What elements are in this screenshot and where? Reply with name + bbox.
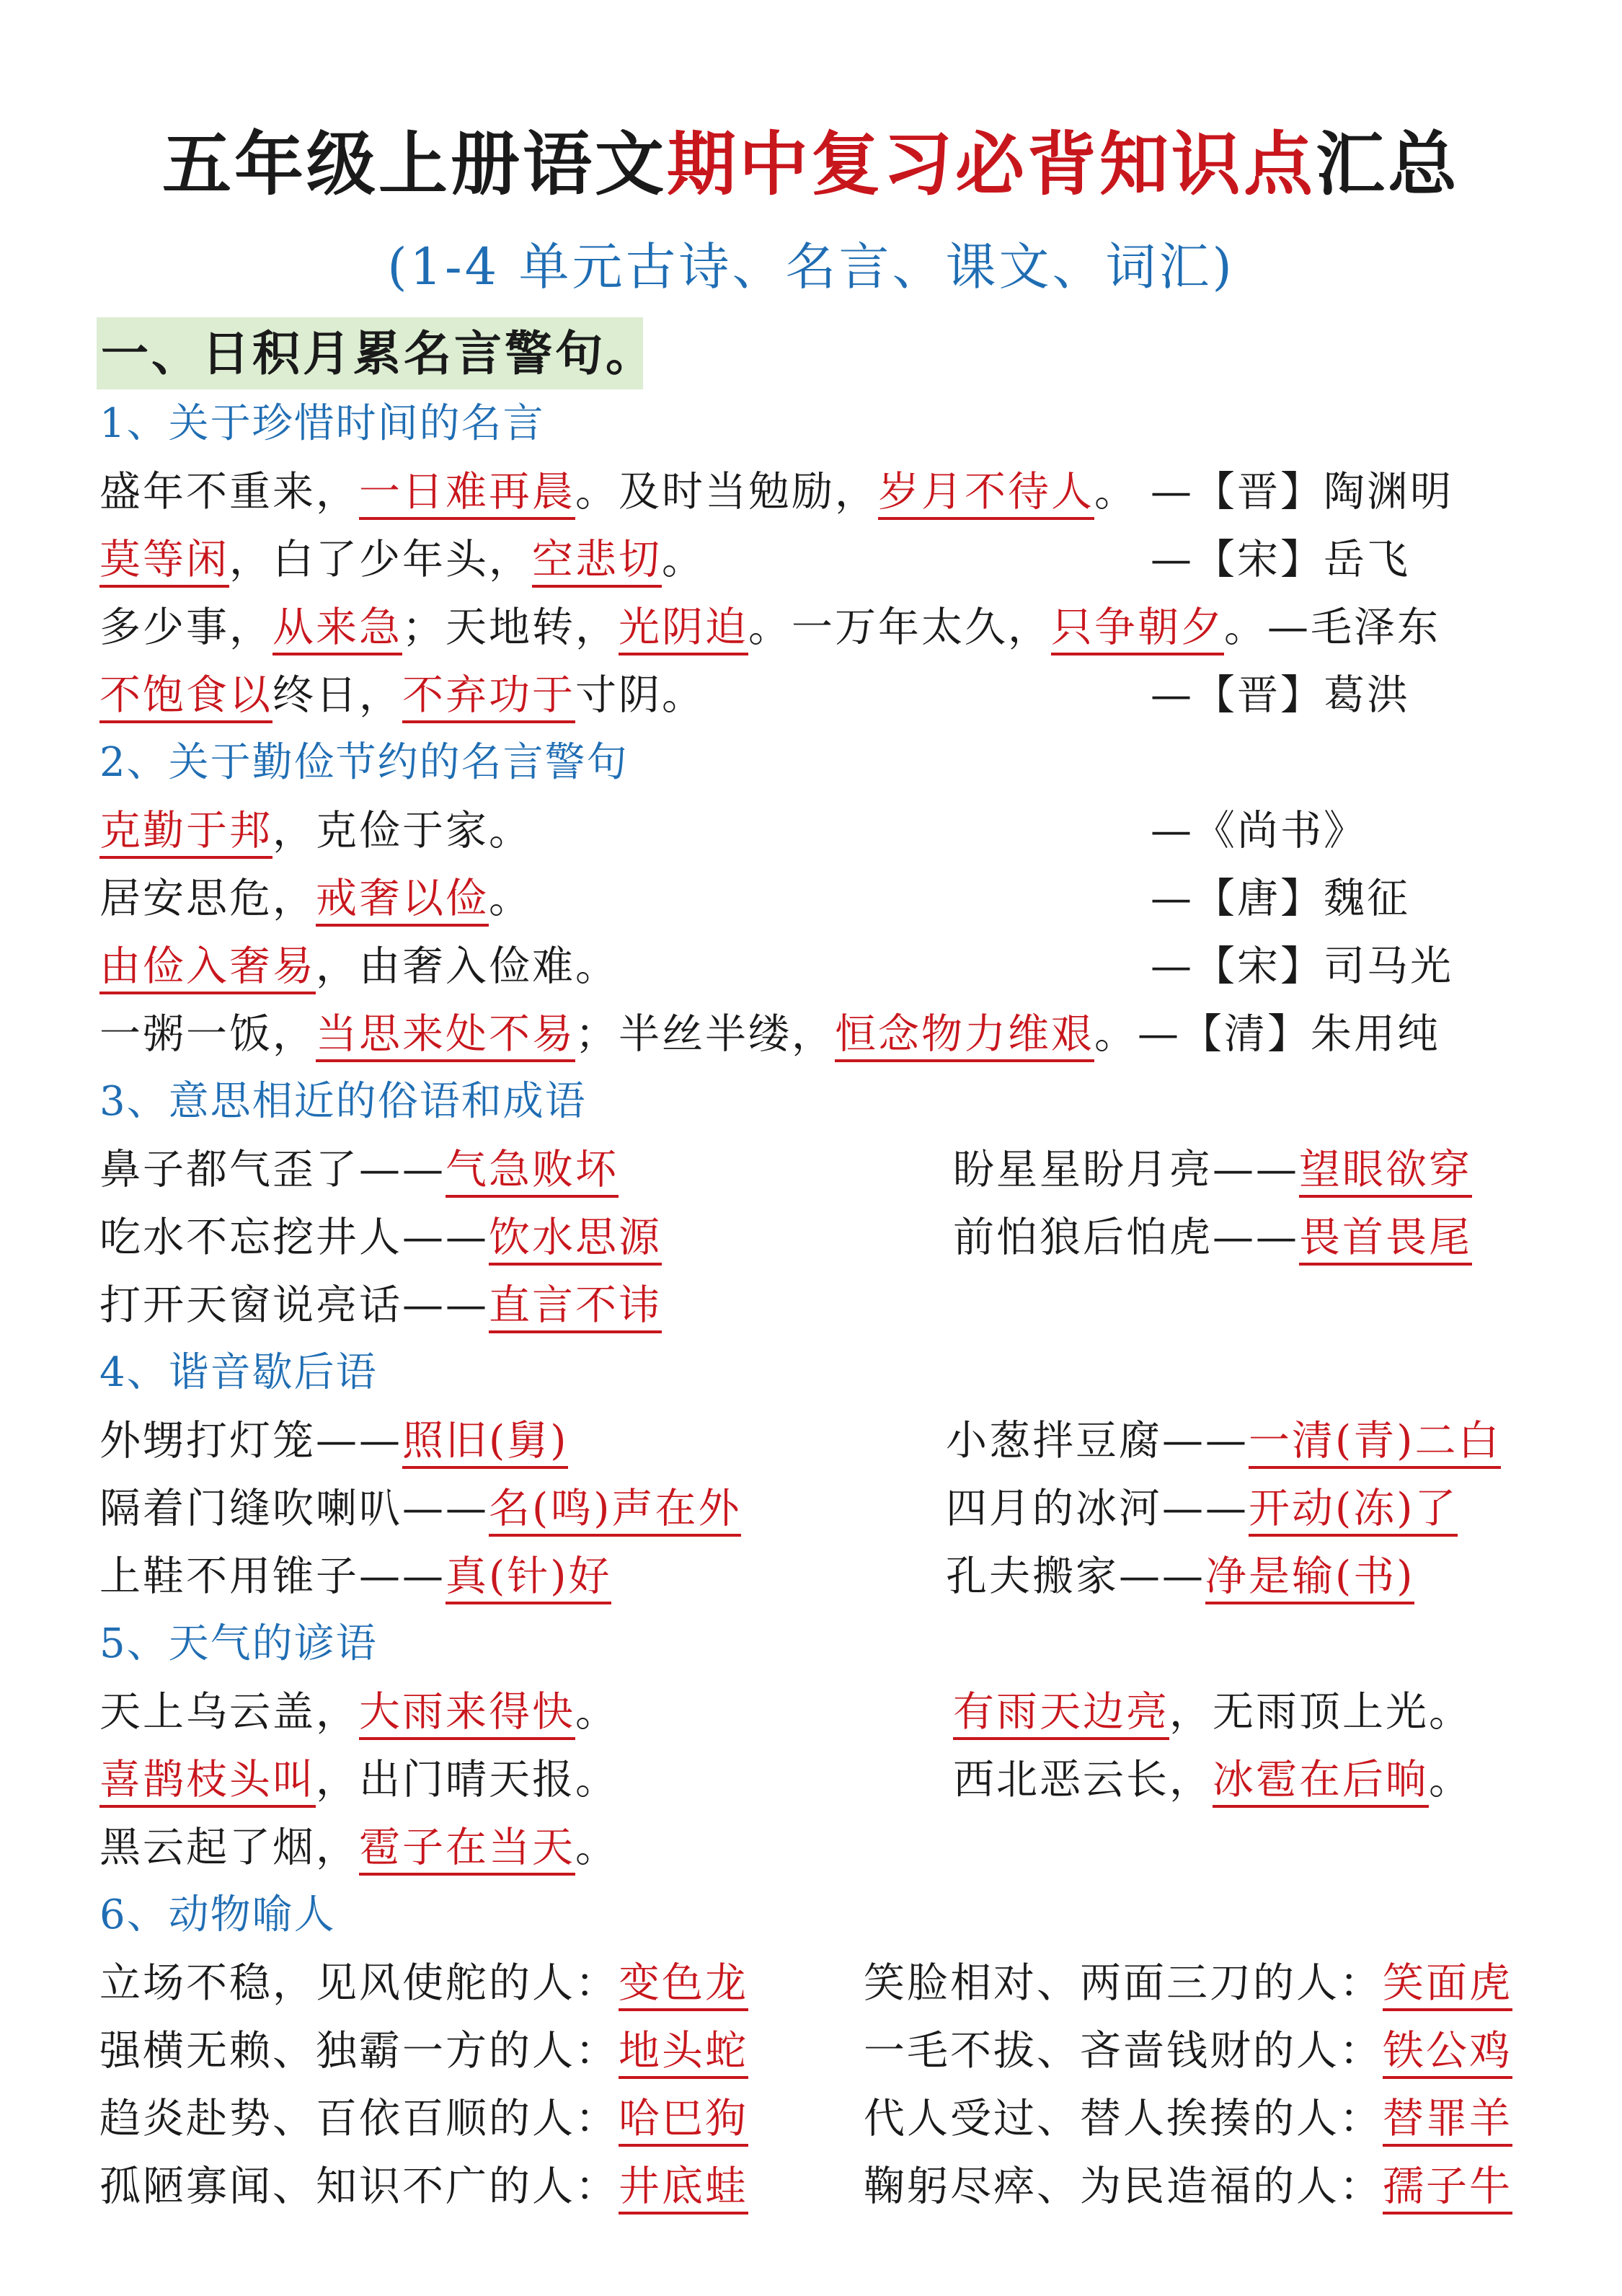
quote-line xyxy=(99,666,705,724)
animal-item xyxy=(864,2022,1512,2080)
quote-highlight: 不弃功于 xyxy=(402,671,575,723)
xiehouyu-answer: 名(鸣)声在外 xyxy=(489,1485,741,1537)
idiom-question: 前怕狼后怕虎—— xyxy=(953,1214,1299,1261)
quote-text: ，由奢入俭难。 xyxy=(316,942,619,990)
animal-description: 鞠躬尽瘁、为民造福的人： xyxy=(864,2163,1383,2210)
animal-answer: 井底蛙 xyxy=(619,2163,748,2215)
weather-item xyxy=(953,1683,1472,1741)
quote-text: ，克俭于家。 xyxy=(272,807,532,855)
animal-answer: 替罪羊 xyxy=(1383,2095,1512,2147)
idiom-answer: 气急败坏 xyxy=(446,1146,619,1198)
quote-line xyxy=(99,599,1440,656)
quote-highlight: 只争朝夕 xyxy=(1051,604,1224,655)
animal-description: 一毛不拔、吝啬钱财的人： xyxy=(864,2027,1383,2075)
subsection-title-thrift: 2、关于勤俭节约的名言警句 xyxy=(99,739,629,786)
quote-text: 。—【清】朱用纯 xyxy=(1094,1010,1440,1058)
quote-highlight: 空悲切 xyxy=(532,536,662,588)
idiom-item xyxy=(99,1276,662,1334)
weather-text: ，出门晴天报。 xyxy=(316,1756,619,1803)
xiehouyu-answer: 一清(青)二白 xyxy=(1249,1417,1501,1469)
animal-item xyxy=(99,2022,748,2080)
subsection-title-time: 1、关于珍惜时间的名言 xyxy=(99,400,545,447)
quote-text: 。 xyxy=(662,536,705,583)
quote-line xyxy=(99,802,532,860)
idiom-answer: 畏首畏尾 xyxy=(1299,1214,1472,1266)
quote-author: —【宋】岳飞 xyxy=(1151,536,1410,583)
xiehouyu-question: 上鞋不用锥子—— xyxy=(99,1553,446,1600)
xiehouyu-question: 四月的冰河—— xyxy=(946,1485,1249,1532)
weather-item xyxy=(99,1683,619,1741)
animal-item xyxy=(99,2090,748,2147)
subsection-title-weather: 5、天气的谚语 xyxy=(99,1620,378,1667)
weather-text: ，无雨顶上光。 xyxy=(1169,1688,1472,1736)
quote-highlight: 光阴迫 xyxy=(619,604,748,655)
quote-text: 居安思危， xyxy=(99,875,316,922)
quote-highlight: 戒奢以俭 xyxy=(316,875,489,927)
quote-highlight: 岁月不待人 xyxy=(878,468,1094,520)
idiom-item xyxy=(953,1209,1472,1266)
idiom-item xyxy=(953,1141,1472,1198)
quote-text: 。 xyxy=(1094,468,1138,516)
quote-highlight: 克勤于邦 xyxy=(99,807,272,859)
weather-highlight: 大雨来得快 xyxy=(359,1688,575,1740)
idiom-question: 打开天窗说亮话—— xyxy=(99,1281,489,1329)
animal-answer: 哈巴狗 xyxy=(619,2095,748,2147)
subsection-title-animals: 6、动物喻人 xyxy=(99,1891,336,1938)
quote-text: 多少事， xyxy=(99,604,272,651)
xiehouyu-item xyxy=(99,1547,611,1605)
weather-item xyxy=(953,1751,1472,1809)
section-title: 一、日积月累名言警句。 xyxy=(101,325,656,381)
xiehouyu-answer: 开动(冻)了 xyxy=(1249,1485,1458,1537)
quote-highlight: 莫等闲 xyxy=(99,536,229,588)
quote-text: 终日， xyxy=(272,671,402,719)
xiehouyu-item xyxy=(946,1547,1414,1605)
idiom-question: 鼻子都气歪了—— xyxy=(99,1146,446,1193)
animal-description: 强横无赖、独霸一方的人： xyxy=(99,2027,619,2075)
animal-description: 趋炎赴势、百依百顺的人： xyxy=(99,2095,619,2142)
weather-highlight: 冰雹在后晌 xyxy=(1213,1756,1429,1808)
quote-line xyxy=(99,531,705,588)
xiehouyu-question: 孔夫搬家—— xyxy=(946,1553,1205,1600)
weather-text: 。 xyxy=(575,1824,619,1871)
idiom-item xyxy=(99,1209,662,1266)
animal-answer: 笑面虎 xyxy=(1383,1959,1512,2011)
weather-text: 西北恶云长， xyxy=(953,1756,1213,1803)
weather-highlight: 有雨天边亮 xyxy=(953,1688,1169,1740)
weather-highlight: 喜鹊枝头叫 xyxy=(99,1756,316,1808)
animal-item xyxy=(99,2158,748,2215)
quote-text: ，白了少年头， xyxy=(229,536,532,583)
weather-text: 。 xyxy=(1429,1756,1472,1803)
xiehouyu-item xyxy=(99,1480,741,1537)
xiehouyu-answer: 净是输(书) xyxy=(1205,1553,1414,1604)
weather-text: 天上乌云盖， xyxy=(99,1688,359,1736)
subsection-title-xiehouyu: 4、谐音歇后语 xyxy=(99,1349,378,1396)
quote-text: 。 xyxy=(489,875,532,922)
page-title xyxy=(0,121,1622,208)
idiom-answer: 望眼欲穿 xyxy=(1299,1146,1472,1198)
quote-text: 。—毛泽东 xyxy=(1224,604,1440,651)
quote-author: —【唐】魏征 xyxy=(1151,875,1410,922)
animal-item xyxy=(864,2090,1512,2147)
title-part-1: 五年级上册语文 xyxy=(162,123,667,205)
quote-text: 寸阴。 xyxy=(575,671,705,719)
quote-text: 一粥一饭， xyxy=(99,1010,316,1058)
quote-text: 。及时当勉励， xyxy=(575,468,878,516)
quote-highlight: 从来急 xyxy=(272,604,402,655)
quote-text: 。一万年太久， xyxy=(748,604,1051,651)
quote-text: ；半丝半缕， xyxy=(575,1010,835,1058)
animal-description: 孤陋寡闻、知识不广的人： xyxy=(99,2163,619,2210)
idiom-question: 吃水不忘挖井人—— xyxy=(99,1214,489,1261)
xiehouyu-question: 隔着门缝吹喇叭—— xyxy=(99,1485,489,1532)
quote-text: ；天地转， xyxy=(402,604,619,651)
weather-text: 。 xyxy=(575,1688,619,1736)
xiehouyu-question: 外甥打灯笼—— xyxy=(99,1417,402,1465)
animal-answer: 孺子牛 xyxy=(1383,2163,1512,2215)
quote-line xyxy=(99,937,619,995)
weather-item xyxy=(99,1819,619,1876)
quote-author: —《尚书》 xyxy=(1151,807,1367,855)
animal-description: 笑脸相对、两面三刀的人： xyxy=(864,1959,1383,2007)
quote-author: —【晋】陶渊明 xyxy=(1151,468,1453,516)
quote-author: —【晋】葛洪 xyxy=(1151,671,1410,719)
animal-item xyxy=(864,1954,1512,2012)
quote-line xyxy=(99,463,1138,521)
idiom-answer: 饮水思源 xyxy=(489,1214,662,1266)
animal-description: 立场不稳，见风使舵的人： xyxy=(99,1959,619,2007)
title-part-2: 期中复习必背知识点 xyxy=(667,123,1316,205)
idiom-question: 盼星星盼月亮—— xyxy=(953,1146,1299,1193)
xiehouyu-item xyxy=(946,1480,1458,1537)
quote-author: —【宋】司马光 xyxy=(1151,942,1453,990)
quote-line xyxy=(99,1005,1440,1063)
idiom-answer: 直言不讳 xyxy=(489,1281,662,1333)
quote-line xyxy=(99,870,532,927)
idiom-item xyxy=(99,1141,619,1198)
subsection-title-idioms: 3、意思相近的俗语和成语 xyxy=(99,1078,587,1125)
xiehouyu-answer: 照旧(舅) xyxy=(402,1417,568,1469)
title-part-3: 汇总 xyxy=(1316,123,1460,205)
animal-answer: 铁公鸡 xyxy=(1383,2027,1512,2079)
quote-highlight: 不饱食以 xyxy=(99,671,272,723)
quote-highlight: 恒念物力维艰 xyxy=(835,1010,1094,1062)
quote-highlight: 当思来处不易 xyxy=(316,1010,575,1062)
weather-text: 黑云起了烟， xyxy=(99,1824,359,1871)
animal-description: 代人受过、替人挨揍的人： xyxy=(864,2095,1383,2142)
xiehouyu-answer: 真(针)好 xyxy=(446,1553,611,1604)
weather-highlight: 雹子在当天 xyxy=(359,1824,575,1876)
weather-item xyxy=(99,1751,619,1809)
animal-item xyxy=(864,2158,1512,2215)
xiehouyu-item xyxy=(99,1412,568,1470)
quote-highlight: 一日难再晨 xyxy=(359,468,575,520)
xiehouyu-item xyxy=(946,1412,1501,1470)
page-subtitle: (1-4 单元古诗、名言、课文、词汇) xyxy=(387,237,1235,296)
xiehouyu-question: 小葱拌豆腐—— xyxy=(946,1417,1249,1465)
quote-text: 盛年不重来， xyxy=(99,468,359,516)
animal-answer: 地头蛇 xyxy=(619,2027,748,2079)
animal-answer: 变色龙 xyxy=(619,1959,748,2011)
animal-item xyxy=(99,1954,748,2012)
quote-highlight: 由俭入奢易 xyxy=(99,942,316,994)
